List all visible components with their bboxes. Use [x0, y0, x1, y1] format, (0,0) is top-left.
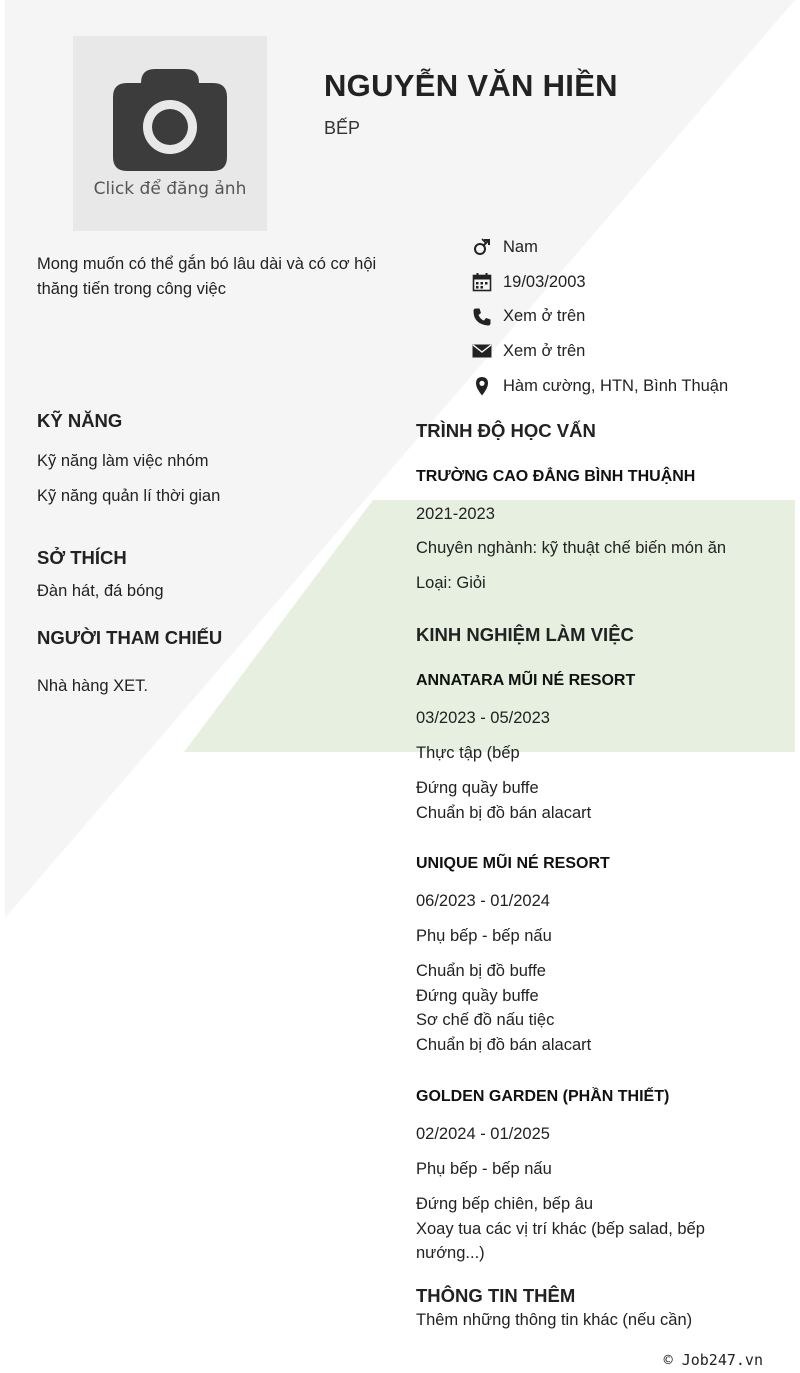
duty-item: Xoay tua các vị trí khác (bếp salad, bếp nướng...) [416, 1219, 705, 1263]
gender-value: Nam [503, 237, 538, 256]
duty-item: Chuẩn bị đồ bán alacart [416, 1036, 592, 1055]
job-role: Phụ bếp - bếp nấu [416, 1160, 552, 1178]
photo-upload[interactable] [73, 36, 267, 231]
job-period: 06/2023 - 01/2024 [416, 892, 550, 910]
experience-heading: KINH NGHIỆM LÀM VIỆC [416, 624, 634, 645]
education-school: TRƯỜNG CAO ĐẲNG BÌNH THUẬNH [416, 468, 696, 485]
job-role: Phụ bếp - bếp nấu [416, 927, 552, 945]
job-duties [416, 776, 756, 825]
contact-birthday [472, 265, 728, 300]
envelope-icon [472, 341, 492, 361]
education-grade: Loại: Giỏi [416, 574, 486, 592]
skill-item: Kỹ năng làm việc nhóm [37, 452, 209, 470]
contact-email [472, 334, 728, 369]
education-major: Chuyên nghành: kỹ thuật chế biến món ăn [416, 539, 727, 557]
contact-info [472, 230, 728, 403]
contact-gender [472, 230, 728, 265]
skill-item: Kỹ năng quản lí thời gian [37, 487, 221, 505]
phone-value: Xem ở trên [503, 307, 586, 326]
education-period: 2021-2023 [416, 505, 495, 523]
additional-text: Thêm những thông tin khác (nếu cần) [416, 1311, 693, 1329]
candidate-name: NGUYỄN VĂN HIỀN [324, 68, 618, 103]
job-company: GOLDEN GARDEN (PHẦN THIẾT) [416, 1088, 670, 1105]
contact-address [472, 369, 728, 404]
education-heading: TRÌNH ĐỘ HỌC VẤN [416, 420, 596, 441]
footer-copyright: © Job247.vn [663, 1351, 763, 1369]
job-period: 03/2023 - 05/2023 [416, 709, 550, 727]
job-duties [416, 1192, 726, 1266]
duty-item: Chuẩn bị đồ buffe [416, 962, 546, 980]
job-role: Thực tập (bếp [416, 744, 520, 762]
phone-icon [472, 307, 492, 327]
hobbies-text: Đàn hát, đá bóng [37, 582, 164, 600]
references-text: Nhà hàng XET. [37, 677, 148, 695]
calendar-icon [472, 272, 492, 292]
location-pin-icon [472, 376, 492, 396]
gender-icon [472, 237, 492, 257]
job-company: UNIQUE MŨI NÉ RESORT [416, 855, 610, 872]
birthday-value: 19/03/2003 [503, 272, 586, 291]
references-heading: NGƯỜI THAM CHIẾU [37, 627, 223, 648]
duty-item: Đứng quầy buffe [416, 779, 539, 797]
contact-phone [472, 299, 728, 334]
duty-item: Chuẩn bị đồ bán alacart [416, 803, 592, 822]
camera-icon [111, 69, 229, 171]
career-objective: Mong muốn có thể gắn bó lâu dài và có cơ hội thăng tiến trong công việc [37, 255, 377, 298]
photo-upload-label: Click để đăng ảnh [93, 178, 247, 199]
job-company: ANNATARA MŨI NÉ RESORT [416, 672, 636, 689]
address-value: Hàm cường, HTN, Bình Thuận [503, 376, 729, 395]
additional-heading: THÔNG TIN THÊM [416, 1285, 576, 1306]
skills-heading: KỸ NĂNG [37, 410, 123, 431]
job-period: 02/2024 - 01/2025 [416, 1125, 550, 1143]
email-value: Xem ở trên [503, 341, 586, 360]
duty-item: Đứng bếp chiên, bếp âu [416, 1195, 594, 1213]
duty-item: Đứng quầy buffe [416, 986, 539, 1005]
hobbies-heading: SỞ THÍCH [37, 547, 127, 568]
job-duties [416, 959, 756, 1058]
job-title: BẾP [324, 118, 361, 138]
duty-item: Sơ chế đồ nấu tiệc [416, 1011, 555, 1030]
